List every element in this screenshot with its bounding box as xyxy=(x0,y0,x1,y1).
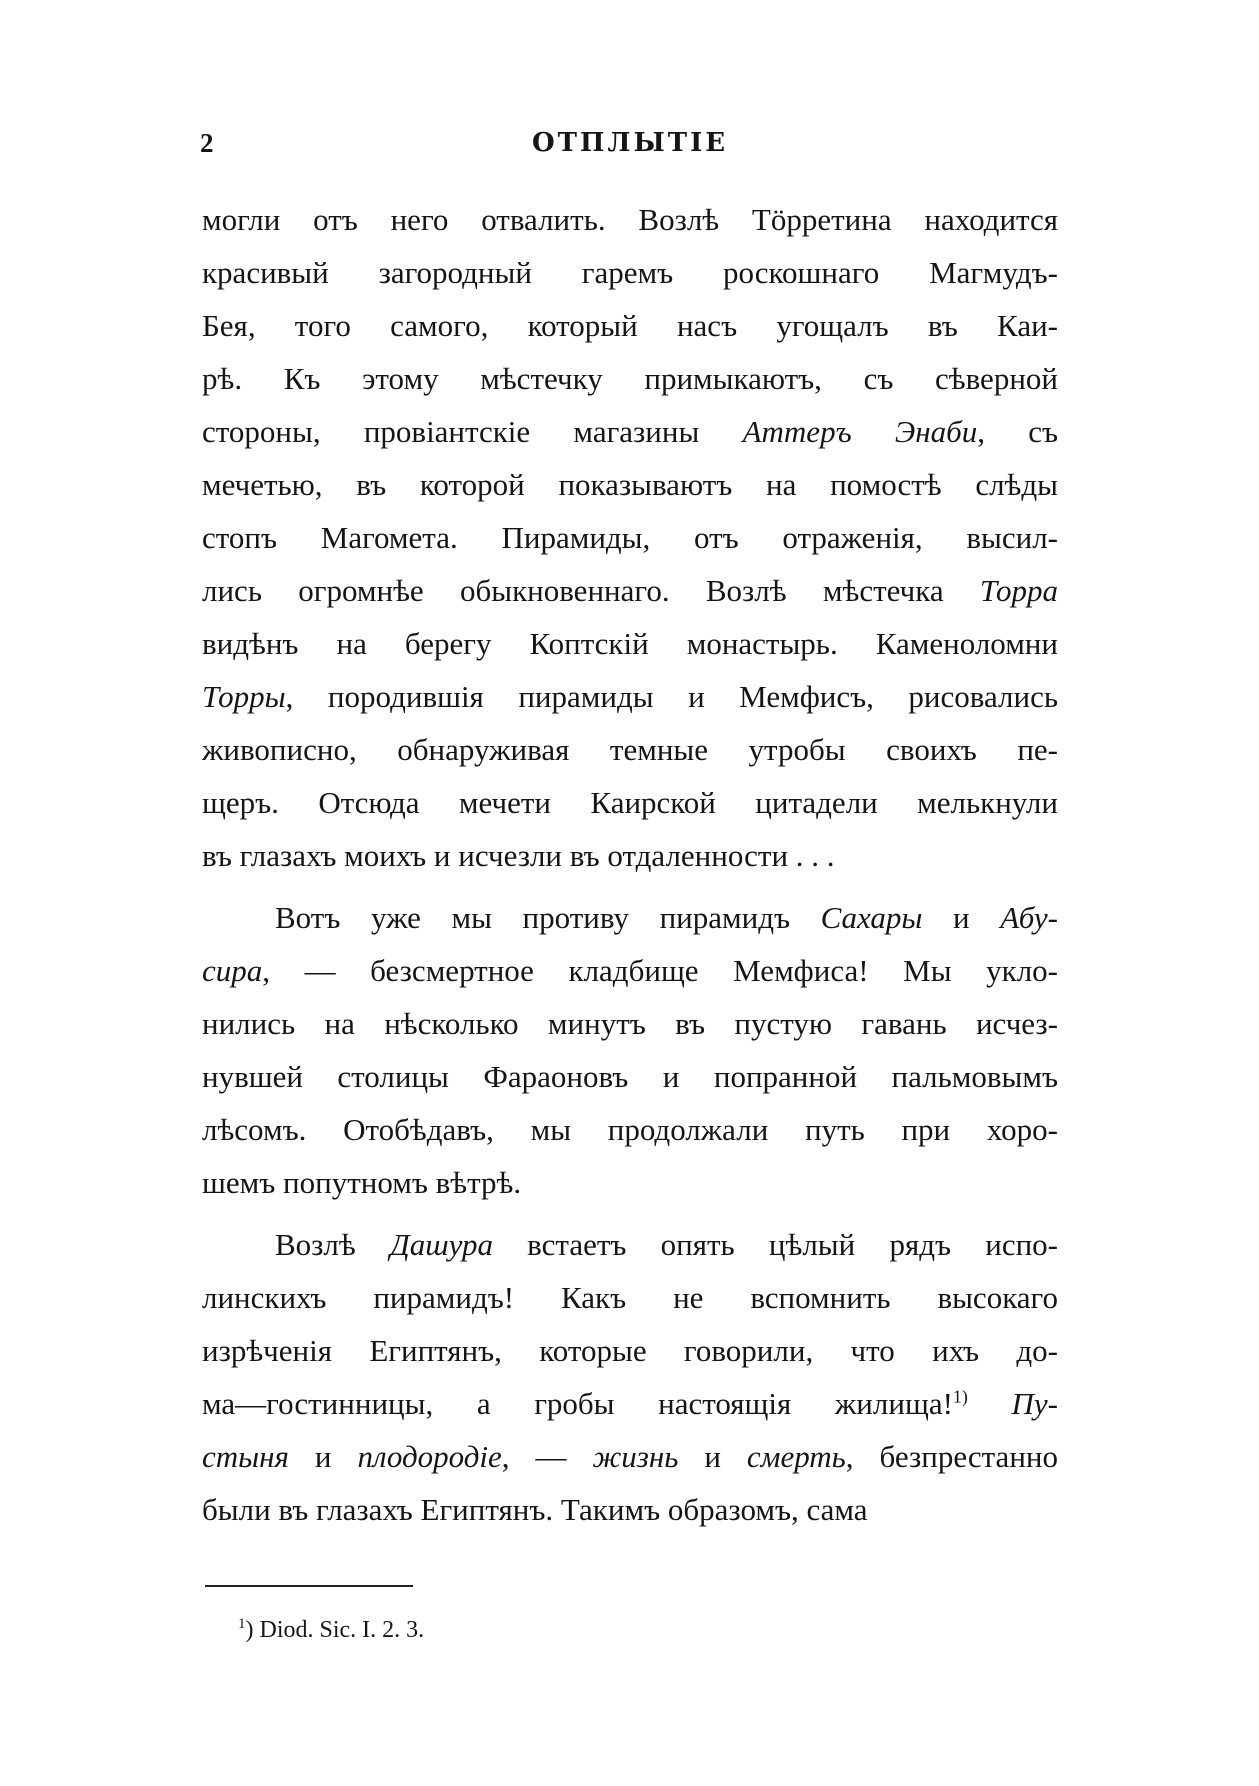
text-line xyxy=(202,246,1058,299)
footnote-reference: 1) xyxy=(952,1386,968,1407)
body-text xyxy=(202,193,1058,1536)
text-line xyxy=(202,458,1058,511)
text-run: живописно, обнаруживая темные утробы своихъ пе- xyxy=(202,732,1058,767)
page-number: 2 xyxy=(200,128,214,158)
italic-text: плодородіе xyxy=(357,1439,502,1474)
text-line xyxy=(202,723,1058,776)
paragraph xyxy=(202,193,1058,882)
running-head: ОТПЛЫТІЕ xyxy=(531,128,729,158)
footnote-mark: 1 xyxy=(238,1616,246,1632)
footnote xyxy=(238,1614,424,1646)
text-line xyxy=(202,829,1058,882)
text-run: щеръ. Отсюда мечети Каирской цитадели мелькнули xyxy=(202,785,1058,820)
text-run: шемъ попутномъ вѣтрѣ. xyxy=(202,1165,522,1200)
text-line xyxy=(202,1103,1058,1156)
italic-text: Абу- xyxy=(1000,900,1058,935)
text-run: , породившія пирамиды и Мемфисъ, рисовались xyxy=(285,679,1058,714)
text-line xyxy=(202,1377,1058,1430)
italic-text: жизнь xyxy=(592,1439,679,1474)
text-line xyxy=(202,299,1058,352)
italic-text: стыня xyxy=(202,1439,289,1474)
text-run: стороны, провіантскіе магазины xyxy=(202,414,743,449)
italic-text: Торра xyxy=(979,573,1058,608)
text-run: и xyxy=(288,1439,358,1474)
text-run: , — безсмертное кладбище Мемфиса! Мы укло- xyxy=(262,953,1058,988)
text-run: мечетью, въ которой показываютъ на помостѣ слѣды xyxy=(202,467,1058,502)
text-run: лись огромнѣе обыкновеннаго. Возлѣ мѣстечка xyxy=(202,573,980,608)
paragraph xyxy=(202,891,1058,1209)
text-line xyxy=(202,1218,1058,1271)
text-line xyxy=(202,944,1058,997)
text-run: нувшей столицы Фараоновъ и попранной пальмовымъ xyxy=(202,1059,1058,1094)
text-run: и xyxy=(678,1439,747,1474)
text-line xyxy=(202,776,1058,829)
italic-text: Сахары xyxy=(820,900,923,935)
paragraph xyxy=(202,1218,1058,1536)
text-line xyxy=(202,617,1058,670)
italic-text: смерть xyxy=(746,1439,846,1474)
text-line xyxy=(202,1156,1058,1209)
text-line xyxy=(202,564,1058,617)
text-line xyxy=(202,891,1058,944)
text-run: линскихъ пирамидъ! Какъ не вспомнить высокаго xyxy=(202,1280,1058,1315)
text-run: въ глазахъ моихъ и исчезли въ отдаленности . . . xyxy=(202,838,835,873)
text-run: были въ глазахъ Египтянъ. Такимъ образомъ, сама xyxy=(202,1492,868,1527)
page-header xyxy=(200,128,1060,168)
text-run: нились на нѣсколько минутъ въ пустую гавань исчез- xyxy=(202,1006,1058,1041)
text-line xyxy=(202,1430,1058,1483)
text-run: Бея, того самого, который насъ угощалъ въ Каи- xyxy=(202,308,1058,343)
text-run xyxy=(968,1386,1012,1421)
italic-text: Торры xyxy=(202,679,286,714)
text-run: стопъ Магомета. Пирамиды, отъ отраженія, высил- xyxy=(202,520,1058,555)
text-run: видѣнъ на берегу Коптскій монастырь. Каменоломни xyxy=(202,626,1058,661)
text-run: , безпрестанно xyxy=(845,1439,1058,1474)
italic-text: Пу- xyxy=(1011,1386,1058,1421)
text-line xyxy=(202,1483,1058,1536)
text-line xyxy=(202,1324,1058,1377)
text-line xyxy=(202,193,1058,246)
text-run: изрѣченія Египтянъ, которые говорили, что ихъ до- xyxy=(202,1333,1058,1368)
text-line xyxy=(202,511,1058,564)
text-run: , — xyxy=(501,1439,593,1474)
text-run: ма—гостинницы, а гробы настоящія жилища! xyxy=(202,1386,953,1421)
text-run: и xyxy=(922,900,1001,935)
text-line xyxy=(202,1050,1058,1103)
text-line xyxy=(202,352,1058,405)
text-run: Вотъ уже мы противу пирамидъ xyxy=(275,900,821,935)
text-run: красивый загородный гаремъ роскошнаго Магмудъ- xyxy=(202,255,1058,290)
footnote-text: ) Diod. Sic. I. 2. 3. xyxy=(245,1617,425,1643)
text-line xyxy=(202,997,1058,1050)
text-line xyxy=(202,670,1058,723)
text-run: могли отъ него отвалить. Возлѣ Тöрретина находится xyxy=(202,202,1058,237)
text-line xyxy=(202,1271,1058,1324)
italic-text: Аттеръ Энаби xyxy=(742,414,978,449)
text-line xyxy=(202,405,1058,458)
text-run: рѣ. Къ этому мѣстечку примыкаютъ, съ сѣверной xyxy=(202,361,1058,396)
text-run: Возлѣ xyxy=(275,1227,390,1262)
footnote-divider xyxy=(205,1585,413,1587)
italic-text: сира xyxy=(202,953,263,988)
text-run: встаетъ опять цѣлый рядъ испо- xyxy=(492,1227,1058,1262)
italic-text: Дашура xyxy=(389,1227,493,1262)
text-run: , съ xyxy=(977,414,1058,449)
text-run: лѣсомъ. Отобѣдавъ, мы продолжали путь при хоро- xyxy=(202,1112,1058,1147)
